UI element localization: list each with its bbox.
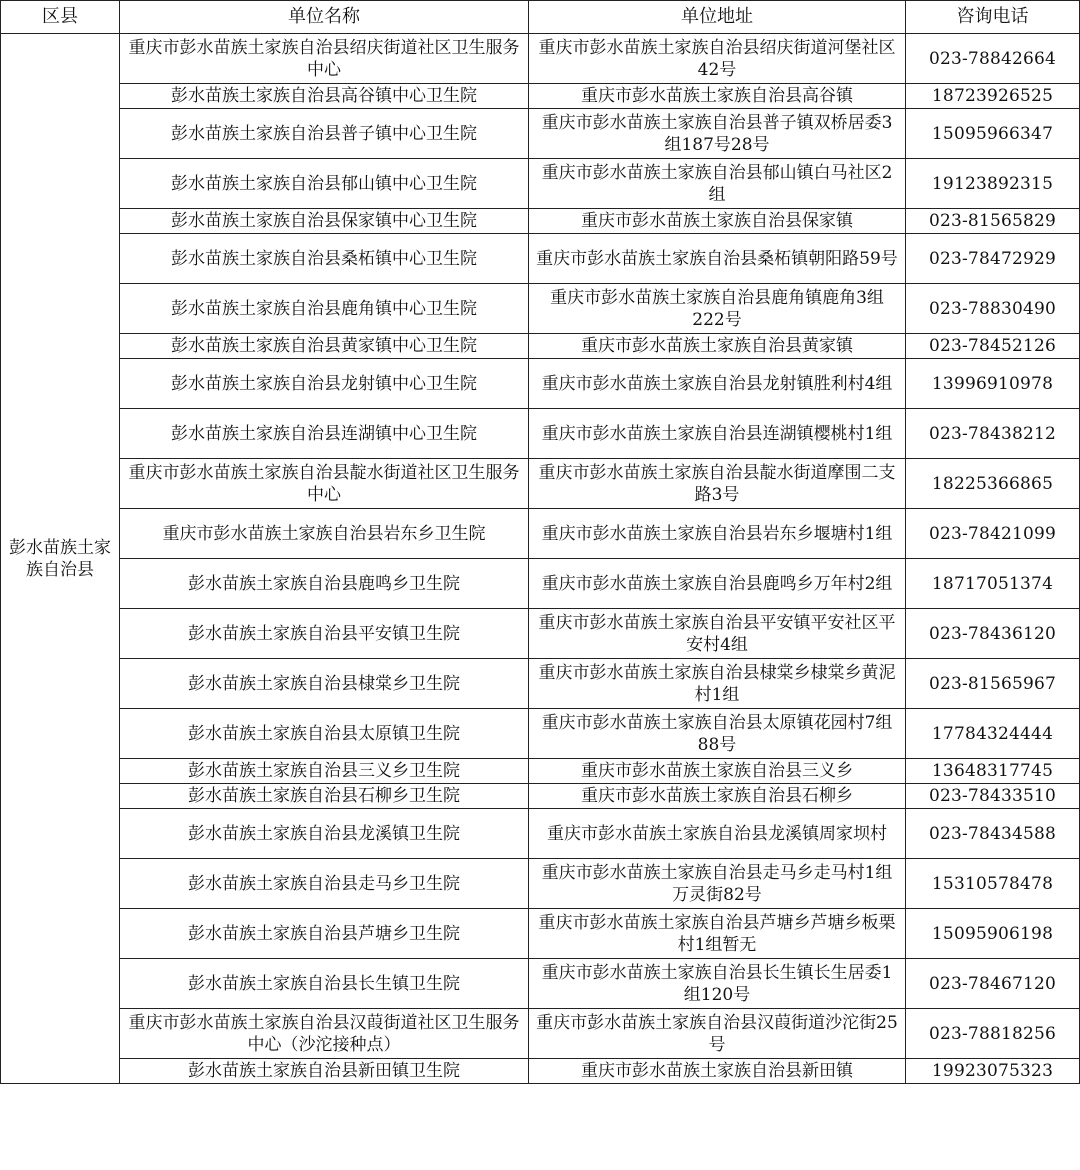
unit-name-cell: 彭水苗族土家族自治县黄家镇中心卫生院	[120, 334, 529, 359]
unit-address-cell: 重庆市彭水苗族土家族自治县普子镇双桥居委3组187号28号	[529, 109, 906, 159]
table-row	[1, 1009, 1080, 1059]
unit-name-cell: 彭水苗族土家族自治县桑柘镇中心卫生院	[120, 234, 529, 284]
unit-name-cell: 彭水苗族土家族自治县芦塘乡卫生院	[120, 909, 529, 959]
table-row	[1, 1059, 1080, 1084]
unit-name-cell: 彭水苗族土家族自治县郁山镇中心卫生院	[120, 159, 529, 209]
table-row	[1, 909, 1080, 959]
unit-address-cell: 重庆市彭水苗族土家族自治县鹿角镇鹿角3组222号	[529, 284, 906, 334]
unit-address-cell: 重庆市彭水苗族土家族自治县靛水街道摩围二支路3号	[529, 459, 906, 509]
unit-address-cell: 重庆市彭水苗族土家族自治县石柳乡	[529, 784, 906, 809]
unit-address-cell: 重庆市彭水苗族土家族自治县三义乡	[529, 759, 906, 784]
phone-cell: 023-78433510	[906, 784, 1080, 809]
unit-address-cell: 重庆市彭水苗族土家族自治县汉葭街道沙沱街25号	[529, 1009, 906, 1059]
unit-name-cell: 彭水苗族土家族自治县棣棠乡卫生院	[120, 659, 529, 709]
unit-name-cell: 彭水苗族土家族自治县长生镇卫生院	[120, 959, 529, 1009]
unit-address-cell: 重庆市彭水苗族土家族自治县芦塘乡芦塘乡板栗村1组暂无	[529, 909, 906, 959]
phone-cell: 15095966347	[906, 109, 1080, 159]
header-unit-address: 单位地址	[529, 1, 906, 34]
unit-name-cell: 彭水苗族土家族自治县保家镇中心卫生院	[120, 209, 529, 234]
phone-cell: 023-78436120	[906, 609, 1080, 659]
table-row	[1, 784, 1080, 809]
unit-name-cell: 彭水苗族土家族自治县石柳乡卫生院	[120, 784, 529, 809]
table-row	[1, 609, 1080, 659]
phone-cell: 023-78830490	[906, 284, 1080, 334]
phone-cell: 15310578478	[906, 859, 1080, 909]
unit-name-cell: 彭水苗族土家族自治县高谷镇中心卫生院	[120, 84, 529, 109]
unit-name-cell: 彭水苗族土家族自治县平安镇卫生院	[120, 609, 529, 659]
unit-name-cell: 重庆市彭水苗族土家族自治县岩东乡卫生院	[120, 509, 529, 559]
table-row	[1, 159, 1080, 209]
phone-cell: 15095906198	[906, 909, 1080, 959]
phone-cell: 18723926525	[906, 84, 1080, 109]
unit-address-cell: 重庆市彭水苗族土家族自治县绍庆街道河堡社区42号	[529, 34, 906, 84]
table-header-row	[1, 1, 1080, 34]
phone-cell: 023-78467120	[906, 959, 1080, 1009]
unit-name-cell: 彭水苗族土家族自治县连湖镇中心卫生院	[120, 409, 529, 459]
table-body	[1, 34, 1080, 1084]
table-row	[1, 959, 1080, 1009]
phone-cell: 19123892315	[906, 159, 1080, 209]
district-cell: 彭水苗族土家族自治县	[1, 34, 120, 1084]
phone-cell: 023-78452126	[906, 334, 1080, 359]
unit-address-cell: 重庆市彭水苗族土家族自治县龙溪镇周家坝村	[529, 809, 906, 859]
unit-name-cell: 彭水苗族土家族自治县鹿角镇中心卫生院	[120, 284, 529, 334]
table-row	[1, 659, 1080, 709]
unit-name-cell: 重庆市彭水苗族土家族自治县绍庆街道社区卫生服务中心	[120, 34, 529, 84]
phone-cell: 13996910978	[906, 359, 1080, 409]
unit-address-cell: 重庆市彭水苗族土家族自治县棣棠乡棣棠乡黄泥村1组	[529, 659, 906, 709]
phone-cell: 17784324444	[906, 709, 1080, 759]
table-row	[1, 234, 1080, 284]
unit-address-cell: 重庆市彭水苗族土家族自治县新田镇	[529, 1059, 906, 1084]
unit-name-cell: 重庆市彭水苗族土家族自治县靛水街道社区卫生服务中心	[120, 459, 529, 509]
phone-cell: 023-78818256	[906, 1009, 1080, 1059]
table-row	[1, 209, 1080, 234]
unit-address-cell: 重庆市彭水苗族土家族自治县走马乡走马村1组万灵街82号	[529, 859, 906, 909]
table-row	[1, 84, 1080, 109]
table-row	[1, 34, 1080, 84]
header-unit-name: 单位名称	[120, 1, 529, 34]
unit-name-cell: 彭水苗族土家族自治县龙射镇中心卫生院	[120, 359, 529, 409]
table-row	[1, 559, 1080, 609]
unit-address-cell: 重庆市彭水苗族土家族自治县桑柘镇朝阳路59号	[529, 234, 906, 284]
unit-name-cell: 彭水苗族土家族自治县鹿鸣乡卫生院	[120, 559, 529, 609]
unit-name-cell: 彭水苗族土家族自治县走马乡卫生院	[120, 859, 529, 909]
unit-address-cell: 重庆市彭水苗族土家族自治县鹿鸣乡万年村2组	[529, 559, 906, 609]
table-row	[1, 109, 1080, 159]
table-row	[1, 409, 1080, 459]
phone-cell: 18717051374	[906, 559, 1080, 609]
phone-cell: 18225366865	[906, 459, 1080, 509]
table-row	[1, 709, 1080, 759]
phone-cell: 023-78421099	[906, 509, 1080, 559]
unit-address-cell: 重庆市彭水苗族土家族自治县长生镇长生居委1组120号	[529, 959, 906, 1009]
unit-address-cell: 重庆市彭水苗族土家族自治县连湖镇樱桃村1组	[529, 409, 906, 459]
phone-cell: 023-78438212	[906, 409, 1080, 459]
header-phone: 咨询电话	[906, 1, 1080, 34]
phone-cell: 19923075323	[906, 1059, 1080, 1084]
table-row	[1, 284, 1080, 334]
unit-address-cell: 重庆市彭水苗族土家族自治县高谷镇	[529, 84, 906, 109]
unit-address-cell: 重庆市彭水苗族土家族自治县保家镇	[529, 209, 906, 234]
table-row	[1, 459, 1080, 509]
table-row	[1, 359, 1080, 409]
unit-name-cell: 彭水苗族土家族自治县龙溪镇卫生院	[120, 809, 529, 859]
unit-name-cell: 彭水苗族土家族自治县普子镇中心卫生院	[120, 109, 529, 159]
phone-cell: 023-81565829	[906, 209, 1080, 234]
table-row	[1, 809, 1080, 859]
unit-name-cell: 彭水苗族土家族自治县新田镇卫生院	[120, 1059, 529, 1084]
unit-address-cell: 重庆市彭水苗族土家族自治县黄家镇	[529, 334, 906, 359]
unit-name-cell: 重庆市彭水苗族土家族自治县汉葭街道社区卫生服务中心（沙沱接种点）	[120, 1009, 529, 1059]
table-row	[1, 509, 1080, 559]
phone-cell: 13648317745	[906, 759, 1080, 784]
header-district: 区县	[1, 1, 120, 34]
table-row	[1, 334, 1080, 359]
phone-cell: 023-78842664	[906, 34, 1080, 84]
unit-address-cell: 重庆市彭水苗族土家族自治县龙射镇胜利村4组	[529, 359, 906, 409]
phone-cell: 023-78434588	[906, 809, 1080, 859]
unit-address-cell: 重庆市彭水苗族土家族自治县平安镇平安社区平安村4组	[529, 609, 906, 659]
phone-cell: 023-81565967	[906, 659, 1080, 709]
unit-address-cell: 重庆市彭水苗族土家族自治县太原镇花园村7组88号	[529, 709, 906, 759]
unit-address-cell: 重庆市彭水苗族土家族自治县郁山镇白马社区2组	[529, 159, 906, 209]
unit-name-cell: 彭水苗族土家族自治县三义乡卫生院	[120, 759, 529, 784]
table-row	[1, 759, 1080, 784]
phone-cell: 023-78472929	[906, 234, 1080, 284]
unit-address-cell: 重庆市彭水苗族土家族自治县岩东乡堰塘村1组	[529, 509, 906, 559]
table-row	[1, 859, 1080, 909]
unit-name-cell: 彭水苗族土家族自治县太原镇卫生院	[120, 709, 529, 759]
